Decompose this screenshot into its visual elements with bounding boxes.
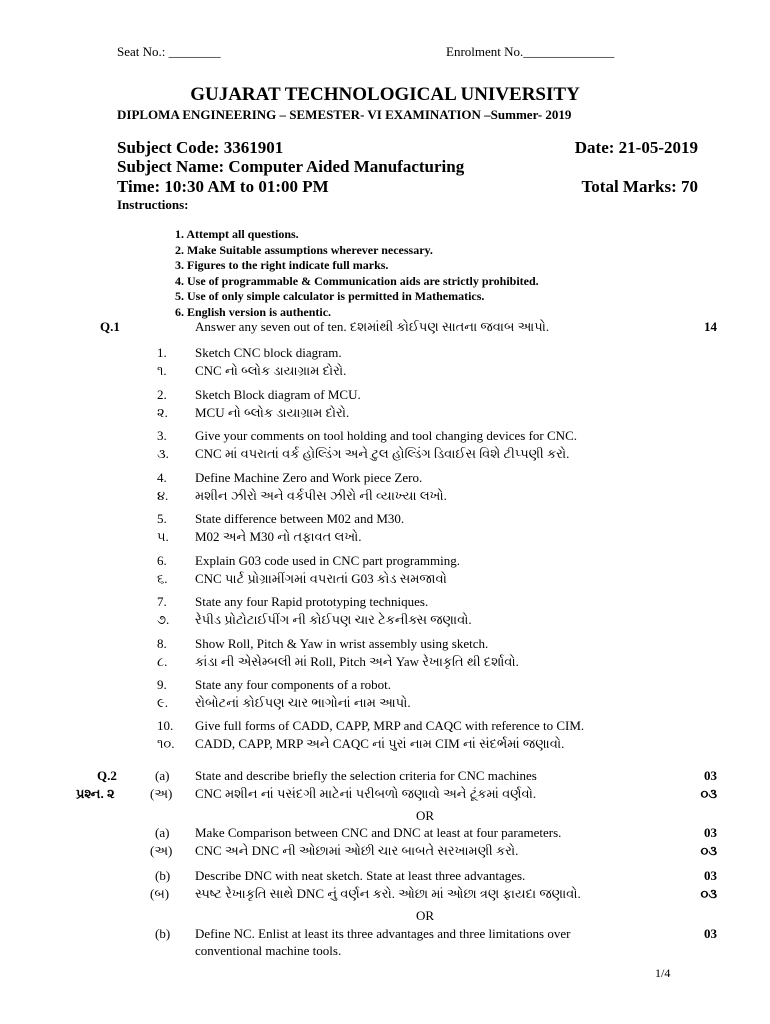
q1-item-number: 2. [157,387,167,402]
q1-item-number: 8. [157,636,167,651]
q1-item-number-gu: ૪. [157,488,169,503]
q2-part-text-gu: સ્પષ્ટ રેખાકૃતિ સાથે DNC નું વર્ણન કરો. ઓછા માં ઓછા ત્રણ ફાયદા જણાવો. [195,886,581,901]
instruction-item: 4. Use of programmable & Communication aids are strictly prohibited. [175,273,539,288]
seat-no: Seat No.: ________ [117,44,221,59]
q1-item-text: State any four Rapid prototyping techniques. [195,594,429,609]
q1-item-number-gu: ૨. [157,405,168,420]
q2-part-marks: 03 [704,825,717,840]
q2-part-marks-gu: ૦૩ [700,843,717,858]
q1-item-number-gu: ૧. [157,363,167,378]
q1-item-number-gu: ૬. [157,571,168,586]
q1-item-text-gu: MCU નો બ્લોક ડાયાગ્રામ દોરો. [195,405,350,420]
q2-sub-label-gu: (બ) [150,886,170,901]
q1-item-text-gu: CNC પાર્ટ પ્રોગ્રામીંગમાં વપરાતાં G03 કોડ સમજાવો [195,571,447,586]
q1-item-text: Show Roll, Pitch & Yaw in wrist assembly using sketch. [195,636,489,651]
or-divider: OR [415,808,435,823]
q1-prompt: Answer any seven out of ten. દશમાંથી કોઈપણ સાતના જવાબ આપો. [195,319,550,334]
q1-item-number-gu: ૯. [157,695,168,710]
q1-item-number-gu: ૧૦. [157,736,175,751]
exam-title: DIPLOMA ENGINEERING – SEMESTER- VI EXAMINATION –Summer- 2019 [117,107,572,122]
q1-item-text-gu: M02 અને M30 નો તફાવત લખો. [195,529,362,544]
q2-part-marks: 03 [704,868,717,883]
q2-part-text-continued: conventional machine tools. [195,943,342,958]
q2-part-text: Make Comparison between CNC and DNC at least at four parameters. [195,825,562,840]
q2-part-text-gu: CNC અને DNC ની ઓછામાં ઓછી ચાર બાબતે સરખામણી કરો. [195,843,519,858]
q1-item-number: 9. [157,677,167,692]
q1-item-text-gu: CNC નો બ્લોક ડાયાગ્રામ દોરો. [195,363,347,378]
q1-item-number: 5. [157,511,167,526]
page-number: 1/4 [655,966,671,980]
q1-item-number-gu: ૭. [157,612,170,627]
q2-sub-label: (a) [155,825,170,840]
q2-part-text: Describe DNC with neat sketch. State at least three advantages. [195,868,526,883]
q1-item-text-gu: CNC માં વપરાતાં વર્ક હોલ્ડિંગ અને ટુલ હોલ્ડિંગ ડિવાઈસ વિશે ટીપ્પણી કરો. [195,446,570,461]
q2-part-marks: 03 [704,926,717,941]
q1-item-text-gu: રોબોટનાં કોઈપણ ચાર ભાગોનાં નામ આપો. [195,695,411,710]
q2-label: Q.2 [97,768,117,783]
q2-sub-label: (a) [155,768,170,783]
q2-part-text: State and describe briefly the selection criteria for CNC machines [195,768,537,783]
university-title: GUJARAT TECHNOLOGICAL UNIVERSITY [190,84,580,105]
total-marks: Total Marks: 70 [581,177,698,196]
instructions-list [175,227,539,321]
q1-item-number: 7. [157,594,167,609]
enrolment-no: Enrolment No.______________ [446,44,615,59]
q1-label: Q.1 [100,319,120,334]
subject-code: Subject Code: 3361901 [117,138,284,157]
q1-item-text-gu: કાંડા ની એસેમ્બલી માં Roll, Pitch અને Yaw રેખાકૃતિ થી દર્શાવો. [195,654,519,669]
q1-item-number: 1. [157,345,167,360]
q1-item-text: Define Machine Zero and Work piece Zero. [195,470,423,485]
q1-item-number-gu: ૫. [157,529,169,544]
q2-sub-label: (b) [155,868,171,883]
subject-name: Subject Name: Computer Aided Manufacturing [117,157,465,176]
q1-item-text: Sketch CNC block diagram. [195,345,342,360]
q1-item-text-gu: રેપીડ પ્રોટોટાઈપીંગ ની કોઈપણ ચાર ટેકનીક્સ જણાવો. [195,612,472,627]
q1-item-text: Explain G03 code used in CNC part programming. [195,553,461,568]
q1-item-number: 10. [157,718,174,733]
q1-marks: 14 [704,319,717,334]
exam-time: Time: 10:30 AM to 01:00 PM [117,177,329,196]
q1-item-text: Give your comments on tool holding and tool changing devices for CNC. [195,428,577,443]
q1-item-text: State difference between M02 and M30. [195,511,405,526]
q1-item-number: 4. [157,470,167,485]
q1-item-text-gu: CADD, CAPP, MRP અને CAQC નાં પુરાં નામ CIM નાં સંદર્ભમાં જણાવો. [195,736,565,751]
q1-item-text: Sketch Block diagram of MCU. [195,387,361,402]
q1-item-number-gu: ૮. [157,654,168,669]
q2-part-marks-gu: ૦૩ [700,886,717,901]
q2-sub-label-gu: (અ) [150,786,173,801]
q2-part-marks-gu: ૦૩ [700,786,717,801]
instruction-item: 5. Use of only simple calculator is permitted in Mathematics. [175,289,485,304]
or-divider: OR [415,908,435,923]
q1-item-number-gu: ૩. [157,446,169,461]
q2-part-marks: 03 [704,768,717,783]
q2-sub-label: (b) [155,926,171,941]
q1-item-text-gu: મશીન ઝીરો અને વર્કપીસ ઝીરો ની વ્યાખ્યા લખો. [195,488,447,503]
q2-sub-label-gu: (અ) [150,843,173,858]
instruction-item: 3. Figures to the right indicate full marks. [175,258,389,273]
q2-part-text-gu: CNC મશીન નાં પસંદગી માટેનાં પરીબળો જણાવો અને ટૂંકમાં વર્ણવો. [195,786,537,801]
instruction-item: 6. English version is authentic. [175,304,332,319]
instructions-label: Instructions: [117,197,189,212]
q2-part-text: Define NC. Enlist at least its three advantages and three limitations over [195,926,571,941]
q2-label-gu: પ્રશ્ન. ૨ [76,786,115,801]
q1-item-text: Give full forms of CADD, CAPP, MRP and CAQC with reference to CIM. [195,718,585,733]
instruction-item: 2. Make Suitable assumptions wherever necessary. [175,242,433,257]
q1-item-number: 6. [157,553,167,568]
instruction-item: 1. Attempt all questions. [175,227,299,241]
q1-item-text: State any four components of a robot. [195,677,392,692]
q1-item-number: 3. [157,428,167,443]
exam-date: Date: 21-05-2019 [574,138,698,157]
